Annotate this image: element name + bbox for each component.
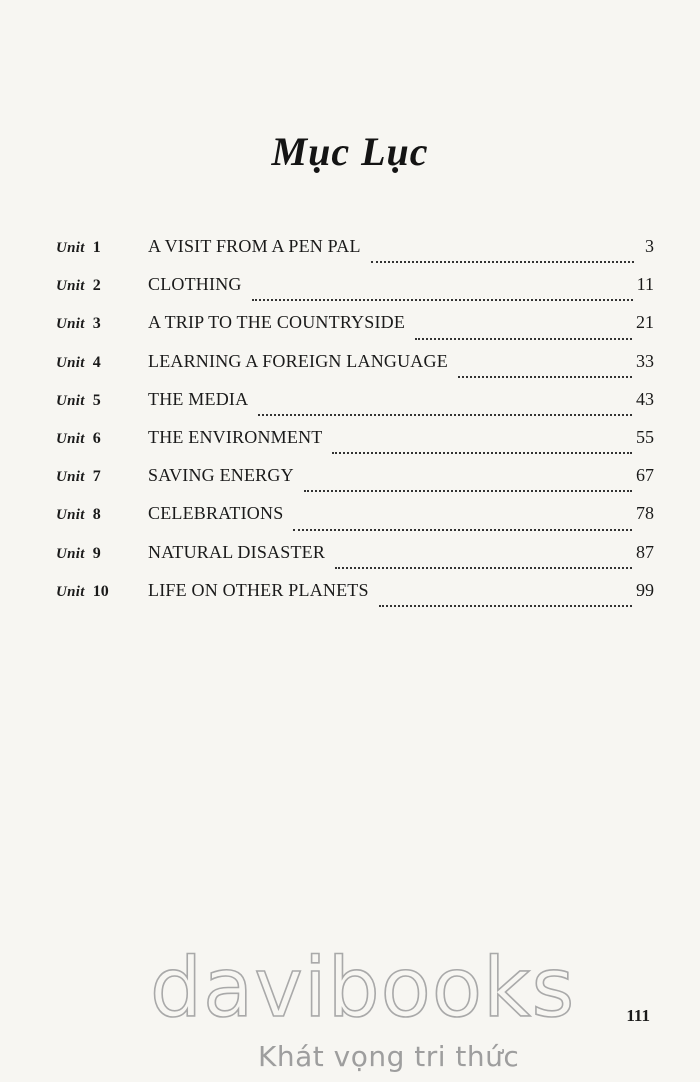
unit-number: 2 [92, 277, 101, 295]
toc-row-10 [56, 580, 654, 618]
toc-page-number: 67 [636, 465, 654, 486]
toc-title: LIFE ON OTHER PLANETS [148, 579, 369, 600]
toc-page-number: 43 [636, 388, 654, 409]
unit-number: 3 [92, 315, 101, 333]
unit-label [56, 468, 148, 486]
toc-row-9 [56, 542, 654, 580]
unit-label [56, 506, 148, 524]
unit-label [56, 392, 148, 410]
publisher-watermark [150, 941, 576, 1073]
unit-word: Unit [56, 354, 85, 371]
unit-word: Unit [56, 469, 85, 486]
toc-title: THE MEDIA [148, 388, 249, 409]
toc-row-6 [56, 427, 654, 465]
watermark-brand: davibooks [150, 941, 576, 1036]
toc-title: A VISIT FROM A PEN PAL [148, 236, 361, 256]
toc-title: A TRIP TO THE COUNTRYSIDE [148, 312, 406, 333]
page-number: 111 [626, 1006, 650, 1025]
dot-leader [379, 605, 632, 607]
toc-title: NATURAL DISASTER [148, 541, 326, 562]
unit-number: 10 [92, 582, 109, 600]
toc-page-number: 87 [636, 541, 654, 562]
table-of-contents [56, 236, 654, 618]
toc-title: LEARNING A FOREIGN LANGUAGE [148, 350, 448, 371]
page-title: Mục Lục [271, 129, 429, 174]
dot-leader [335, 567, 632, 569]
unit-word: Unit [56, 316, 85, 333]
unit-label [56, 583, 148, 601]
toc-row-1 [56, 236, 654, 274]
toc-page-number: 55 [636, 426, 654, 447]
unit-word: Unit [56, 240, 85, 256]
toc-row-5 [56, 389, 654, 427]
dot-leader [332, 452, 632, 454]
unit-word: Unit [56, 430, 85, 447]
unit-number: 4 [92, 353, 101, 371]
unit-number: 6 [92, 429, 101, 447]
dot-leader [371, 261, 634, 263]
unit-word: Unit [56, 392, 85, 409]
unit-label [56, 430, 148, 448]
dot-leader [304, 490, 632, 492]
unit-label [56, 277, 148, 295]
unit-word: Unit [56, 583, 85, 600]
unit-word: Unit [56, 278, 85, 295]
toc-title: CELEBRATIONS [148, 503, 284, 524]
unit-word: Unit [56, 545, 85, 562]
toc-row-4 [56, 351, 654, 389]
unit-label [56, 545, 148, 563]
dot-leader [258, 414, 632, 416]
toc-page-number: 99 [636, 579, 654, 600]
unit-number: 1 [92, 239, 101, 256]
toc-page-number: 3 [645, 236, 654, 256]
toc-page-number: 11 [636, 274, 654, 295]
toc-row-3 [56, 312, 654, 350]
unit-label [56, 239, 148, 257]
toc-row-7 [56, 465, 654, 503]
unit-number: 7 [92, 468, 101, 486]
toc-page-number: 33 [636, 350, 654, 371]
unit-number: 9 [92, 544, 101, 562]
unit-number: 5 [92, 391, 101, 409]
watermark-tagline: Khát vọng tri thức [258, 1040, 520, 1073]
dot-leader [415, 338, 632, 340]
dot-leader [293, 529, 632, 531]
toc-page-number: 78 [636, 503, 654, 524]
toc-title: CLOTHING [148, 274, 242, 295]
toc-row-2 [56, 274, 654, 312]
toc-title: SAVING ENERGY [148, 465, 294, 486]
toc-page-number: 21 [636, 312, 654, 333]
unit-number: 8 [92, 506, 101, 524]
dot-leader [458, 376, 632, 378]
toc-title: THE ENVIRONMENT [148, 426, 323, 447]
dot-leader [252, 299, 633, 301]
toc-row-8 [56, 503, 654, 541]
unit-label [56, 354, 148, 372]
unit-label [56, 315, 148, 333]
unit-word: Unit [56, 507, 85, 524]
